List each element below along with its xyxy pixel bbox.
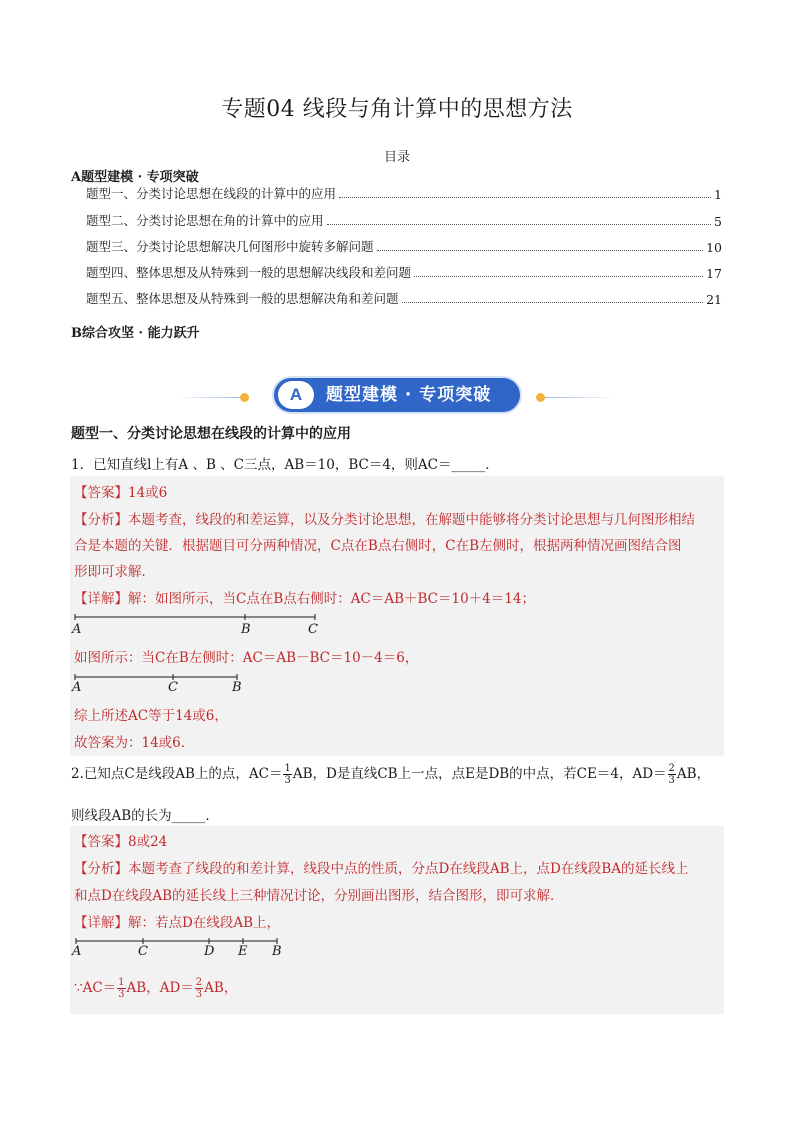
detail-line <box>74 911 280 931</box>
point-label-c: C <box>138 944 148 959</box>
section-title: 题型一、分类讨论思想在线段的计算中的应用 <box>71 426 351 442</box>
toc-leader <box>402 302 704 303</box>
fraction-two-thirds: $\frac{2}{3}$ <box>195 977 203 1000</box>
detail-line: 故答案为：14或6． <box>74 735 195 751</box>
point-label-c: C <box>168 680 178 695</box>
analysis-line: 形即可求解． <box>74 564 155 580</box>
analysis-text: 本题考查，线段的和差运算，以及分类讨论思想，在解题中能够将分类讨论思想与几何图形相结 <box>128 512 695 528</box>
toc-heading: 目录 <box>383 150 410 165</box>
section-banner <box>272 376 522 414</box>
point-label-b: B <box>241 622 251 637</box>
analysis-line: 和点D在线段AB的延长线上三种情况讨论，分别画出图形，结合图形，即可求解． <box>74 888 564 904</box>
banner-rule-left <box>176 397 240 398</box>
toc-item-label: 题型三、分类讨论思想解决几何图形中旋转多解问题 <box>86 239 374 254</box>
analysis-line <box>74 857 689 877</box>
segment-figure-2 <box>70 672 330 702</box>
fraction-two-thirds: $\frac{2}{3}$ <box>668 763 675 786</box>
point-label-b: B <box>272 944 282 959</box>
analysis-tag: 【分析】 <box>74 512 128 528</box>
because-part1: ∵AC＝ <box>74 980 117 996</box>
question-2-part1: 2.已知点C是线段AB上的点，AC＝ <box>71 766 283 782</box>
detail-formula-line <box>74 976 237 1000</box>
solution-box-2 <box>70 826 724 1014</box>
because-part2: AB，AD＝ <box>126 980 194 996</box>
toc-item-page: 21 <box>706 292 722 307</box>
analysis-line <box>74 508 695 528</box>
segment-figure-3 <box>70 936 290 956</box>
toc-item-label: 题型四、整体思想及从特殊到一般的思想解决线段和差问题 <box>86 265 412 280</box>
toc-item-page: 17 <box>706 266 722 281</box>
analysis-tag: 【分析】 <box>74 861 128 877</box>
toc-item[interactable] <box>86 237 722 255</box>
solution-box-1 <box>70 476 724 756</box>
toc-item-label: 题型一、分类讨论思想在线段的计算中的应用 <box>86 186 337 201</box>
detail-tag: 【详解】 <box>74 591 128 607</box>
answer-tag: 【答案】 <box>74 834 128 850</box>
toc-item[interactable] <box>86 184 722 202</box>
answer-line <box>74 481 167 501</box>
question-2 <box>71 762 710 786</box>
banner-rule-right <box>545 397 617 398</box>
detail-line <box>74 587 535 607</box>
toc-item-label: 题型五、整体思想及从特殊到一般的思想解决角和差问题 <box>86 291 399 306</box>
point-label-a: A <box>72 944 82 959</box>
banner-dot-left <box>240 393 249 402</box>
answer-line <box>74 830 167 850</box>
point-label-c: C <box>308 622 318 637</box>
toc-section-b[interactable]: B综合攻坚 · 能力跃升 <box>71 326 200 341</box>
banner-dot-right <box>536 393 545 402</box>
analysis-line: 合是本题的关键．根据题目可分两种情况，C点在B点右侧时，C在B左侧时，根据两种情况画图结合图 <box>74 538 682 554</box>
banner-badge: A <box>278 381 314 409</box>
segment-figure-1 <box>70 612 330 642</box>
because-part3: AB， <box>204 980 238 996</box>
detail-tag: 【详解】 <box>74 915 128 931</box>
point-label-d: D <box>204 944 215 959</box>
question-2-line2: 则线段AB的长为_____． <box>71 808 219 824</box>
answer-value: 14或6 <box>128 485 168 501</box>
point-label-e: E <box>238 944 248 959</box>
detail-line: 综上所述AC等于14或6， <box>74 708 228 724</box>
toc-item[interactable] <box>86 289 722 307</box>
toc-item-page: 10 <box>706 240 722 255</box>
answer-value: 8或24 <box>128 834 168 850</box>
toc-leader <box>377 250 704 251</box>
detail-text: 解：如图所示，当C点在B点右侧时：AC＝AB＋BC＝10＋4＝14； <box>128 591 535 607</box>
point-label-a: A <box>72 680 82 695</box>
banner-text: 题型建模 · 专项突破 <box>326 385 492 405</box>
question-1: 1．已知直线l上有A 、B 、C三点，AB＝10，BC＝4，则AC＝_____． <box>71 457 499 473</box>
point-label-b: B <box>232 680 242 695</box>
toc-item-page: 1 <box>714 187 722 202</box>
answer-tag: 【答案】 <box>74 485 128 501</box>
fraction-one-third: $\frac{1}{3}$ <box>284 763 291 786</box>
analysis-text: 本题考查了线段的和差计算，线段中点的性质，分点D在线段AB上，点D在线段BA的延长线上 <box>128 861 689 877</box>
toc-leader <box>327 224 712 225</box>
question-2-part3: AB， <box>676 766 711 782</box>
fraction-one-third: $\frac{1}{3}$ <box>118 977 125 1000</box>
toc-item-page: 5 <box>714 214 722 229</box>
toc-item[interactable] <box>86 263 722 281</box>
toc-leader <box>339 197 711 198</box>
point-label-a: A <box>72 622 82 637</box>
toc-item[interactable] <box>86 211 722 229</box>
page-title: 专题04 线段与角计算中的思想方法 <box>221 97 573 122</box>
detail-text: 解：若点D在线段AB上， <box>128 915 280 931</box>
detail-line: 如图所示：当C在B左侧时：AC＝AB－BC＝10－4＝6， <box>74 650 419 666</box>
toc-item-label: 题型二、分类讨论思想在角的计算中的应用 <box>86 213 324 228</box>
question-2-part2: AB，D是直线CB上一点，点E是DB的中点，若CE＝4，AD＝ <box>292 766 667 782</box>
toc-section-a[interactable]: A题型建模 · 专项突破 <box>71 170 199 185</box>
toc-leader <box>414 276 703 277</box>
